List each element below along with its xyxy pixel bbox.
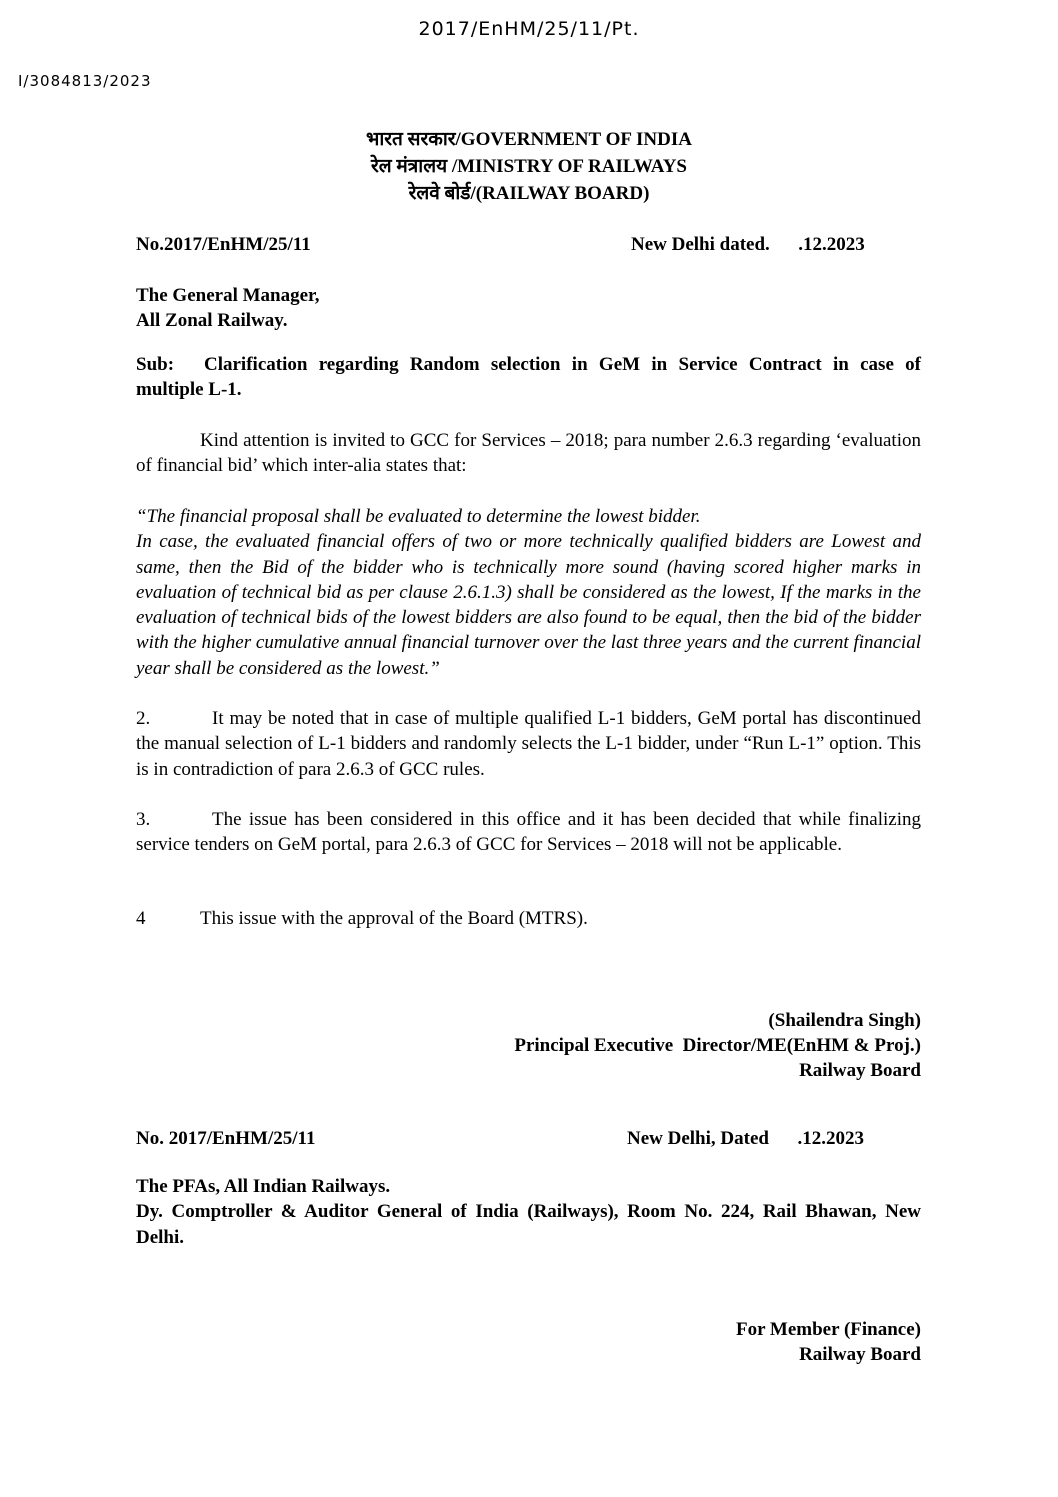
subject-text: Clarification regarding Random selection in GeM in Service Contract in case of multiple L-1. [136, 354, 921, 401]
signatory-name: (Shailendra Singh) [768, 1010, 921, 1031]
finance-signature-line-1: For Member (Finance) [735, 1319, 921, 1340]
header-board: रेलवे बोर्ड/(RAILWAY BOARD) [408, 183, 650, 204]
finance-signature-line-2: Railway Board [799, 1344, 921, 1365]
file-reference: 2017/EnHM/25/11/Pt. [418, 18, 640, 40]
receipt-reference: I/3084813/2023 [18, 72, 152, 90]
paragraph-2 [136, 706, 921, 782]
paragraph-2-number: 2. [136, 708, 151, 729]
paragraph-3-number: 3. [136, 809, 151, 830]
addressee-line-1: The General Manager, [136, 285, 320, 306]
quote-body: In case, the evaluated financial offers of two or more technically qualified bidders are Lowest and same, then the Bid of the bidder who is technically more sound (having scored higher marks in evaluation of technical bid as per clause 2.6.1.3) shall be considered as the lowest, If the marks in the evaluation of technical bids of the lowest bidders are also found to be equal, then the bid of the bidder with the higher cumulative annual financial turnover over the last three years and the current financial year shall be considered as the lowest.” [136, 531, 921, 679]
copy-letter-date: New Delhi, Dated .12.2023 [627, 1128, 864, 1149]
subject-label: Sub: [136, 354, 175, 375]
signatory-office: Railway Board [799, 1060, 921, 1081]
quote-first-line: “The financial proposal shall be evaluated to determine the lowest bidder. [136, 506, 701, 527]
finance-signature [500, 1317, 921, 1367]
addressee [136, 283, 319, 333]
header-ministry: रेल मंत्रालय /MINISTRY OF RAILWAYS [371, 156, 687, 177]
paragraph-4-number: 4 [136, 908, 146, 929]
copy-to-line-1: The PFAs, All Indian Railways. [136, 1176, 391, 1197]
copy-to-line-2: Dy. Comptroller & Auditor General of India (Railways), Room No. 224, Rail Bhawan, New Delhi. [136, 1201, 921, 1248]
letter-number: No.2017/EnHM/25/11 [136, 234, 311, 255]
paragraph-3 [136, 807, 921, 858]
subject [136, 352, 921, 403]
copy-to [136, 1174, 921, 1250]
paragraph-4 [136, 906, 921, 931]
letterhead [0, 126, 1058, 207]
paragraph-3-text: The issue has been considered in this office and it has been decided that while finalizing service tenders on GeM portal, para 2.6.3 of GCC for Services – 2018 will not be applicable. [136, 809, 921, 856]
header-government: भारत सरकार/GOVERNMENT OF INDIA [366, 129, 692, 150]
copy-letter-number: No. 2017/EnHM/25/11 [136, 1128, 316, 1149]
signatory-designation: Principal Executive Director/ME(EnHM & Proj.) [514, 1035, 921, 1056]
intro-paragraph: Kind attention is invited to GCC for Services – 2018; para number 2.6.3 regarding ‘evaluation of financial bid’ which inter-alia states that: [136, 430, 921, 477]
signature-block [400, 1008, 921, 1083]
quoted-clause [136, 504, 921, 681]
letter-date: New Delhi dated. .12.2023 [631, 234, 865, 255]
paragraph-2-text: It may be noted that in case of multiple qualified L-1 bidders, GeM portal has discontinued the manual selection of L-1 bidders and randomly selects the L-1 bidder, under “Run L-1” option. This is in contradiction of para 2.6.3 of GCC rules. [136, 708, 921, 780]
paragraph-4-text: This issue with the approval of the Board (MTRS). [200, 908, 588, 929]
addressee-line-2: All Zonal Railway. [136, 310, 288, 331]
